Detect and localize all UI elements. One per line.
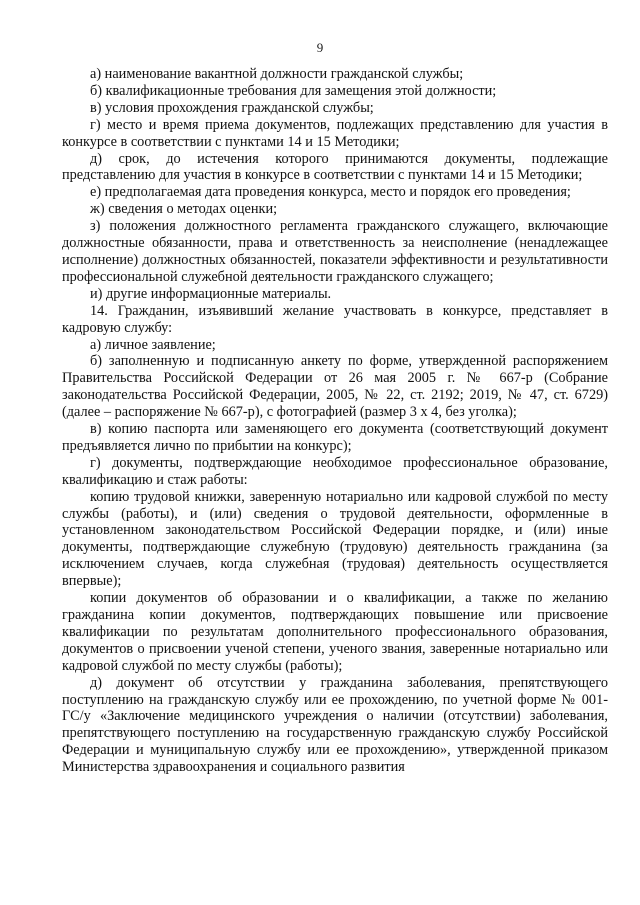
paragraph-item-v: в) условия прохождения гражданской службы; (90, 99, 374, 116)
paragraph-item-e: е) предполагаемая дата проведения конкурса, место и порядок его проведения; (90, 184, 571, 201)
paragraph-14-a: а) личное заявление; (90, 336, 216, 353)
document-body (62, 66, 608, 776)
paragraph-item-zh: ж) сведения о методах оценки; (90, 201, 278, 218)
paragraph-item-i: и) другие информационные материалы. (90, 285, 332, 302)
paragraph-14-d: д) документ об отсутствии у гражданина заболевания, препятствующего поступлению на гражданскую службу или ее прохождению, по учетной форме № 001-ГС/у «Заключение медицинского учреждения о наличии (отсутствии) заболевания, препятствующего поступлению на государственную гражданскую службу Российской Федерации и муниципальную службу или ее прохождению», утвержденной приказом Министерства здравоохранения и социального развития (62, 674, 608, 776)
paragraph-item-g: г) место и время приема документов, подлежащих представлению для участия в конкурсе в соответствии с пунктами 14 и 15 Методики; (62, 116, 608, 150)
paragraph-14-v: в) копию паспорта или заменяющего его документа (соответствующий документ предъявляется лично по прибытии на конкурс); (62, 421, 608, 454)
paragraph-item-d: д) срок, до истечения которого принимаются документы, подлежащие представлению для участия в конкурсе в соответствии с пунктами 14 и 15 Методики; (62, 150, 608, 184)
paragraph-14-g: г) документы, подтверждающие необходимое профессиональное образование, квалификацию и стаж работы: (62, 454, 608, 488)
paragraph-item-z: з) положения должностного регламента гражданского служащего, включающие должностные обязанности, права и ответственность за неисполнение (ненадлежащее исполнение) должностных обязанностей, показатели эффективности и результативности профессиональной служебной деятельности гражданского служащего; (62, 218, 608, 285)
paragraph-item-b: б) квалификационные требования для замещения этой должности; (90, 82, 497, 99)
paragraph-14-b: б) заполненную и подписанную анкету по форме, утвержденной распоряжением Правительства Российской Федерации от 26 мая 2005 г. № 667-р (Собрание законодательства Российской Федерации, 2005, № 22, ст. 2192; 2019, № 47, ст. 6729) (далее – распоряжение № 667-р), с фотографией (размер 3 х 4, без уголка); (62, 353, 608, 421)
paragraph-14-g-education: копии документов об образовании и о квалификации, а также по желанию гражданина копии документов, подтверждающих повышение или присвоение квалификации по результатам дополнительного профессионального образования, документов о присвоении ученой степени, ученого звания, заверенные нотариально или кадровой службой по месту службы (работы); (62, 590, 608, 674)
paragraph-item-a: а) наименование вакантной должности гражданской службы; (90, 66, 464, 82)
paragraph-section-14: 14. Гражданин, изъявивший желание участвовать в конкурсе, представляет в кадровую службу: (62, 302, 608, 336)
page-number: 9 (316, 40, 324, 55)
paragraph-14-g-workbook: копию трудовой книжки, заверенную нотариально или кадровой службой по месту службы (работы), и (или) сведения о трудовой деятельности, оформленные в установленном законодательством Российской Федерации порядке, и (или) иные документы, подтверждающие служебную (трудовую) деятельность гражданина (за исключением случаев, когда служебная (трудовая) деятельность осуществляется впервые); (62, 488, 608, 590)
